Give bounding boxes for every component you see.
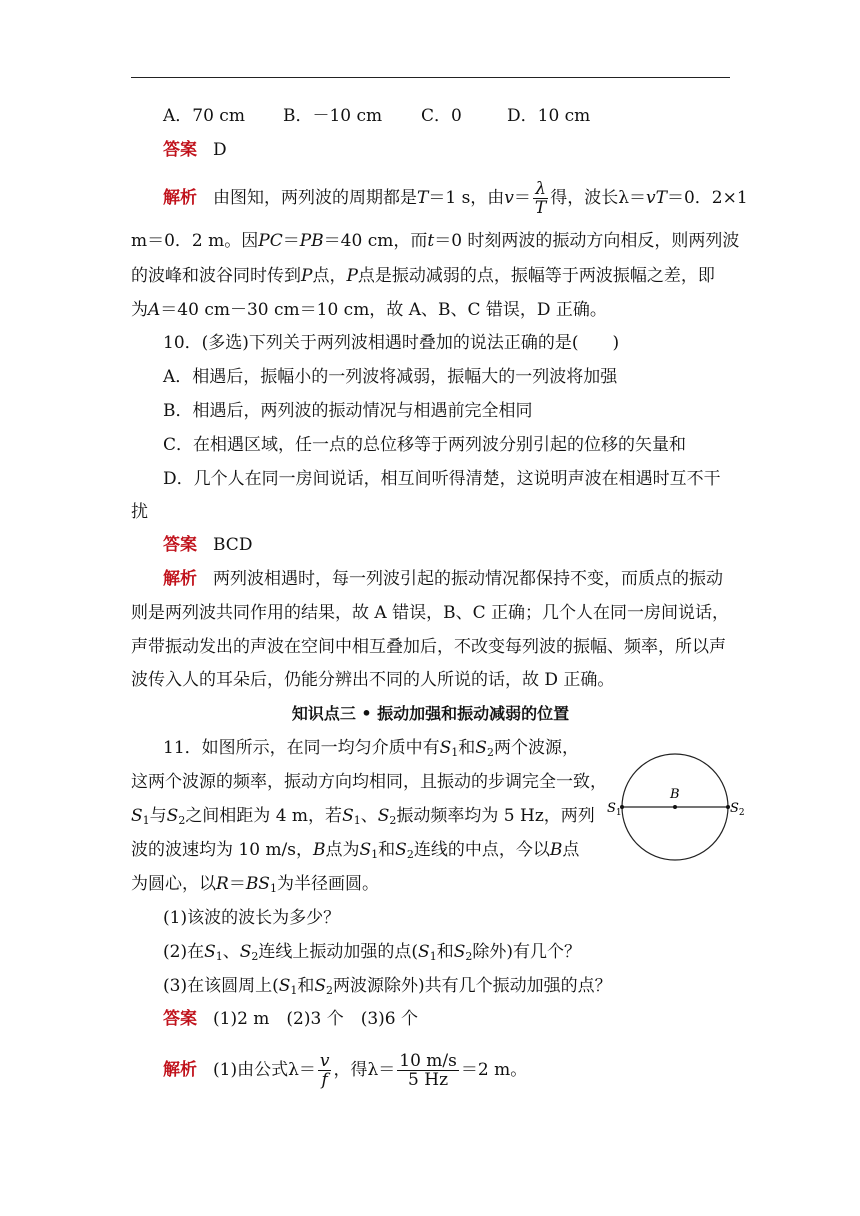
var-T: T (417, 188, 429, 208)
text: 和 (458, 738, 476, 758)
q11-stem-line-5 (131, 872, 730, 896)
text: 和 (436, 942, 454, 962)
text: ＝0．2×1 (666, 188, 748, 208)
q9-analysis-line-1 (163, 179, 748, 218)
text: (1)由公式λ＝ (213, 1060, 316, 1080)
q11-sub-question-2 (163, 940, 730, 964)
fraction-numerator: 10 m/s (399, 1051, 457, 1071)
analysis-label: 解析 (163, 188, 197, 208)
fraction-denominator: 5 Hz (408, 1070, 449, 1090)
q11-stem-line-1 (163, 736, 603, 760)
text: 连线的中点，今以 (413, 840, 550, 860)
var-S: S (131, 806, 143, 826)
text: 由图知，两列波的周期都是 (213, 188, 417, 208)
var-S: S (439, 738, 452, 758)
subscript: 2 (389, 814, 397, 827)
text: 之间相距为 4 m，若 (185, 806, 343, 826)
var-S: S (166, 806, 179, 826)
answer-label: 答案 (163, 140, 197, 160)
var-S: S (278, 976, 291, 996)
q10-option-c: C．在相遇区域，任一点的总位移等于两列波分别引起的位移的矢量和 (163, 435, 687, 455)
text: 波的波速均为 10 m/s， (131, 840, 314, 860)
header-rule (131, 77, 730, 78)
label-b: B (670, 787, 680, 802)
var-vT: vT (646, 188, 667, 208)
var-S: S (395, 840, 407, 860)
q9-options (163, 104, 730, 128)
fraction-denominator: T (534, 198, 547, 218)
text: 、 (360, 806, 378, 826)
var-S: S (475, 738, 487, 758)
q9-option-c: C．0 (421, 106, 462, 126)
q10-analysis-line-4: 波传入人的耳朵后，仍能分辨出不同的人所说的话，故 D 正确。 (131, 670, 615, 690)
subscript: 1 (429, 950, 437, 963)
text: 、 (222, 942, 240, 962)
q9-option-b: B．－10 cm (283, 106, 383, 126)
var-BS: BS (245, 874, 270, 894)
q10-analysis-line-1 (163, 567, 730, 591)
var-S: S (239, 942, 252, 962)
text: 点 (562, 840, 580, 860)
q11-sub-question-3 (163, 974, 730, 998)
subscript: 1 (215, 950, 223, 963)
q10-option-b: B．相遇后，两列波的振动情况与相遇前完全相同 (163, 401, 533, 421)
text: ＝40 cm，而 (323, 231, 428, 251)
subscript: 2 (251, 950, 259, 963)
var-S: S (204, 942, 216, 962)
var-S: S (418, 942, 430, 962)
var-S: S (342, 806, 354, 826)
fraction-speed-over-frequency (397, 1052, 459, 1089)
q11-stem-line-3 (131, 804, 611, 828)
subscript: 2 (486, 746, 494, 759)
answer-label: 答案 (163, 1009, 197, 1029)
var-S: S (453, 942, 466, 962)
text: 点是振动减弱的点，振幅等于两波振幅之差，即 (357, 266, 715, 286)
var-B: B (549, 840, 563, 860)
text: 的波峰和波谷同时传到 (131, 266, 301, 286)
q10-analysis-line-3: 声带振动发出的声波在空间中相互叠加后，不改变每列波的振幅、频率，所以声 (131, 637, 726, 657)
text: 连线上振动加强的点( (258, 942, 419, 962)
q10-option-d: D．几个人在同一房间说话，相互间听得清楚，这说明声波在相遇时互不干 (163, 469, 721, 489)
subscript: 1 (353, 814, 361, 827)
q9-analysis-line-3 (131, 264, 730, 288)
q11-sub-question-1: (1)该波的波长为多少？ (163, 908, 341, 928)
text: 和 (297, 976, 315, 996)
q9-analysis-line-4 (131, 298, 730, 322)
text: ，得λ＝ (333, 1060, 396, 1080)
text: ＝40 cm－30 cm＝10 cm，故 A、B、C 错误，D 正确。 (160, 300, 607, 320)
subscript: 2 (326, 984, 334, 997)
text: 两列波相遇时，每一列波引起的振动情况都保持不变，而质点的振动 (213, 569, 723, 589)
var-A: A (148, 300, 161, 320)
q10-analysis-line-2: 则是两列波共同作用的结果，故 A 错误，B、C 正确；几个人在同一房间说话， (131, 603, 729, 623)
q11-analysis-line-1 (163, 1050, 730, 1090)
subscript: 1 (290, 984, 298, 997)
q10-answer: BCD (213, 535, 253, 555)
text: 点， (312, 266, 347, 286)
text: 为圆心，以 (131, 874, 216, 894)
subscript: 1 (142, 814, 150, 827)
label-s1: $S_1$ (607, 801, 622, 818)
text: 除外)有几个？ (472, 942, 581, 962)
text: 和 (378, 840, 396, 860)
text: 两个波源， (493, 738, 579, 758)
text: (2)在 (163, 942, 205, 962)
q11-stem-line-2: 这两个波源的频率，振动方向均相同，且振动的步调完全一致， (131, 772, 607, 792)
subscript: 1 (371, 848, 379, 861)
fraction-lambda-over-T (533, 180, 548, 217)
q9-option-d: D．10 cm (507, 106, 591, 126)
subscript: 1 (451, 746, 459, 759)
text: 振动频率均为 5 Hz，两列 (396, 806, 595, 826)
q9-analysis-line-2 (131, 229, 740, 253)
text: ＝1 s，由 (428, 188, 505, 208)
label-s2: $S_2$ (730, 801, 745, 818)
fraction-numerator: v (319, 1051, 330, 1071)
text: 得，波长λ＝ (550, 188, 647, 208)
q10-option-a: A．相遇后，振幅小的一列波将减弱，振幅大的一列波将加强 (163, 367, 618, 387)
analysis-label: 解析 (163, 1060, 197, 1080)
q10-option-d-cont: 扰 (131, 502, 148, 522)
q9-answer: D (213, 140, 227, 160)
var-t: t (427, 231, 435, 251)
var-S: S (359, 840, 372, 860)
text: 为 (131, 300, 148, 320)
text: ＝ (282, 231, 300, 251)
text: ＝ (513, 188, 531, 208)
subscript: 2 (465, 950, 473, 963)
fraction-denominator: f (321, 1070, 328, 1090)
fraction-numerator: λ (535, 179, 546, 199)
q11-answer: (1)2 m (2)3 个 (3)6 个 (213, 1009, 419, 1029)
fraction-v-over-f (318, 1052, 332, 1089)
var-B: B (313, 840, 326, 860)
wave-source-circle-figure (605, 740, 745, 865)
q11-stem-line-4 (131, 838, 611, 862)
q11-answer-line (163, 1007, 730, 1031)
subscript: 1 (269, 882, 277, 895)
text: ＝0 时刻两波的振动方向相反，则两列波 (434, 231, 740, 251)
q9-option-a: A．70 cm (163, 106, 245, 126)
text: 与 (149, 806, 167, 826)
text: m＝0．2 m。因 (131, 231, 259, 251)
var-PB: PB (299, 231, 324, 251)
var-S: S (314, 976, 327, 996)
text: 两波源除外)共有几个振动加强的点？ (333, 976, 612, 996)
text: ＝2 m。 (460, 1060, 528, 1080)
text: 11．如图所示，在同一均匀介质中有 (163, 738, 440, 758)
section-heading: 知识点三 • 振动加强和振动减弱的位置 (291, 704, 570, 723)
var-v: v (504, 188, 514, 208)
b-point (673, 805, 677, 809)
text: 点为 (325, 840, 360, 860)
text: (3)在该圆周上( (163, 976, 279, 996)
analysis-label: 解析 (163, 569, 197, 589)
q10-answer-line (163, 533, 730, 557)
var-P: P (346, 266, 358, 286)
q9-answer-line (163, 138, 730, 162)
var-P: P (301, 266, 313, 286)
subscript: 2 (178, 814, 186, 827)
text: 为半径画圆。 (276, 874, 379, 894)
var-S: S (377, 806, 390, 826)
subscript: 2 (406, 848, 414, 861)
var-PC: PC (258, 231, 283, 251)
text: ＝ (228, 874, 246, 894)
var-R: R (216, 874, 229, 894)
q10-stem: 10．(多选)下列关于两列波相遇时叠加的说法正确的是( ) (163, 333, 620, 353)
answer-label: 答案 (163, 535, 197, 555)
